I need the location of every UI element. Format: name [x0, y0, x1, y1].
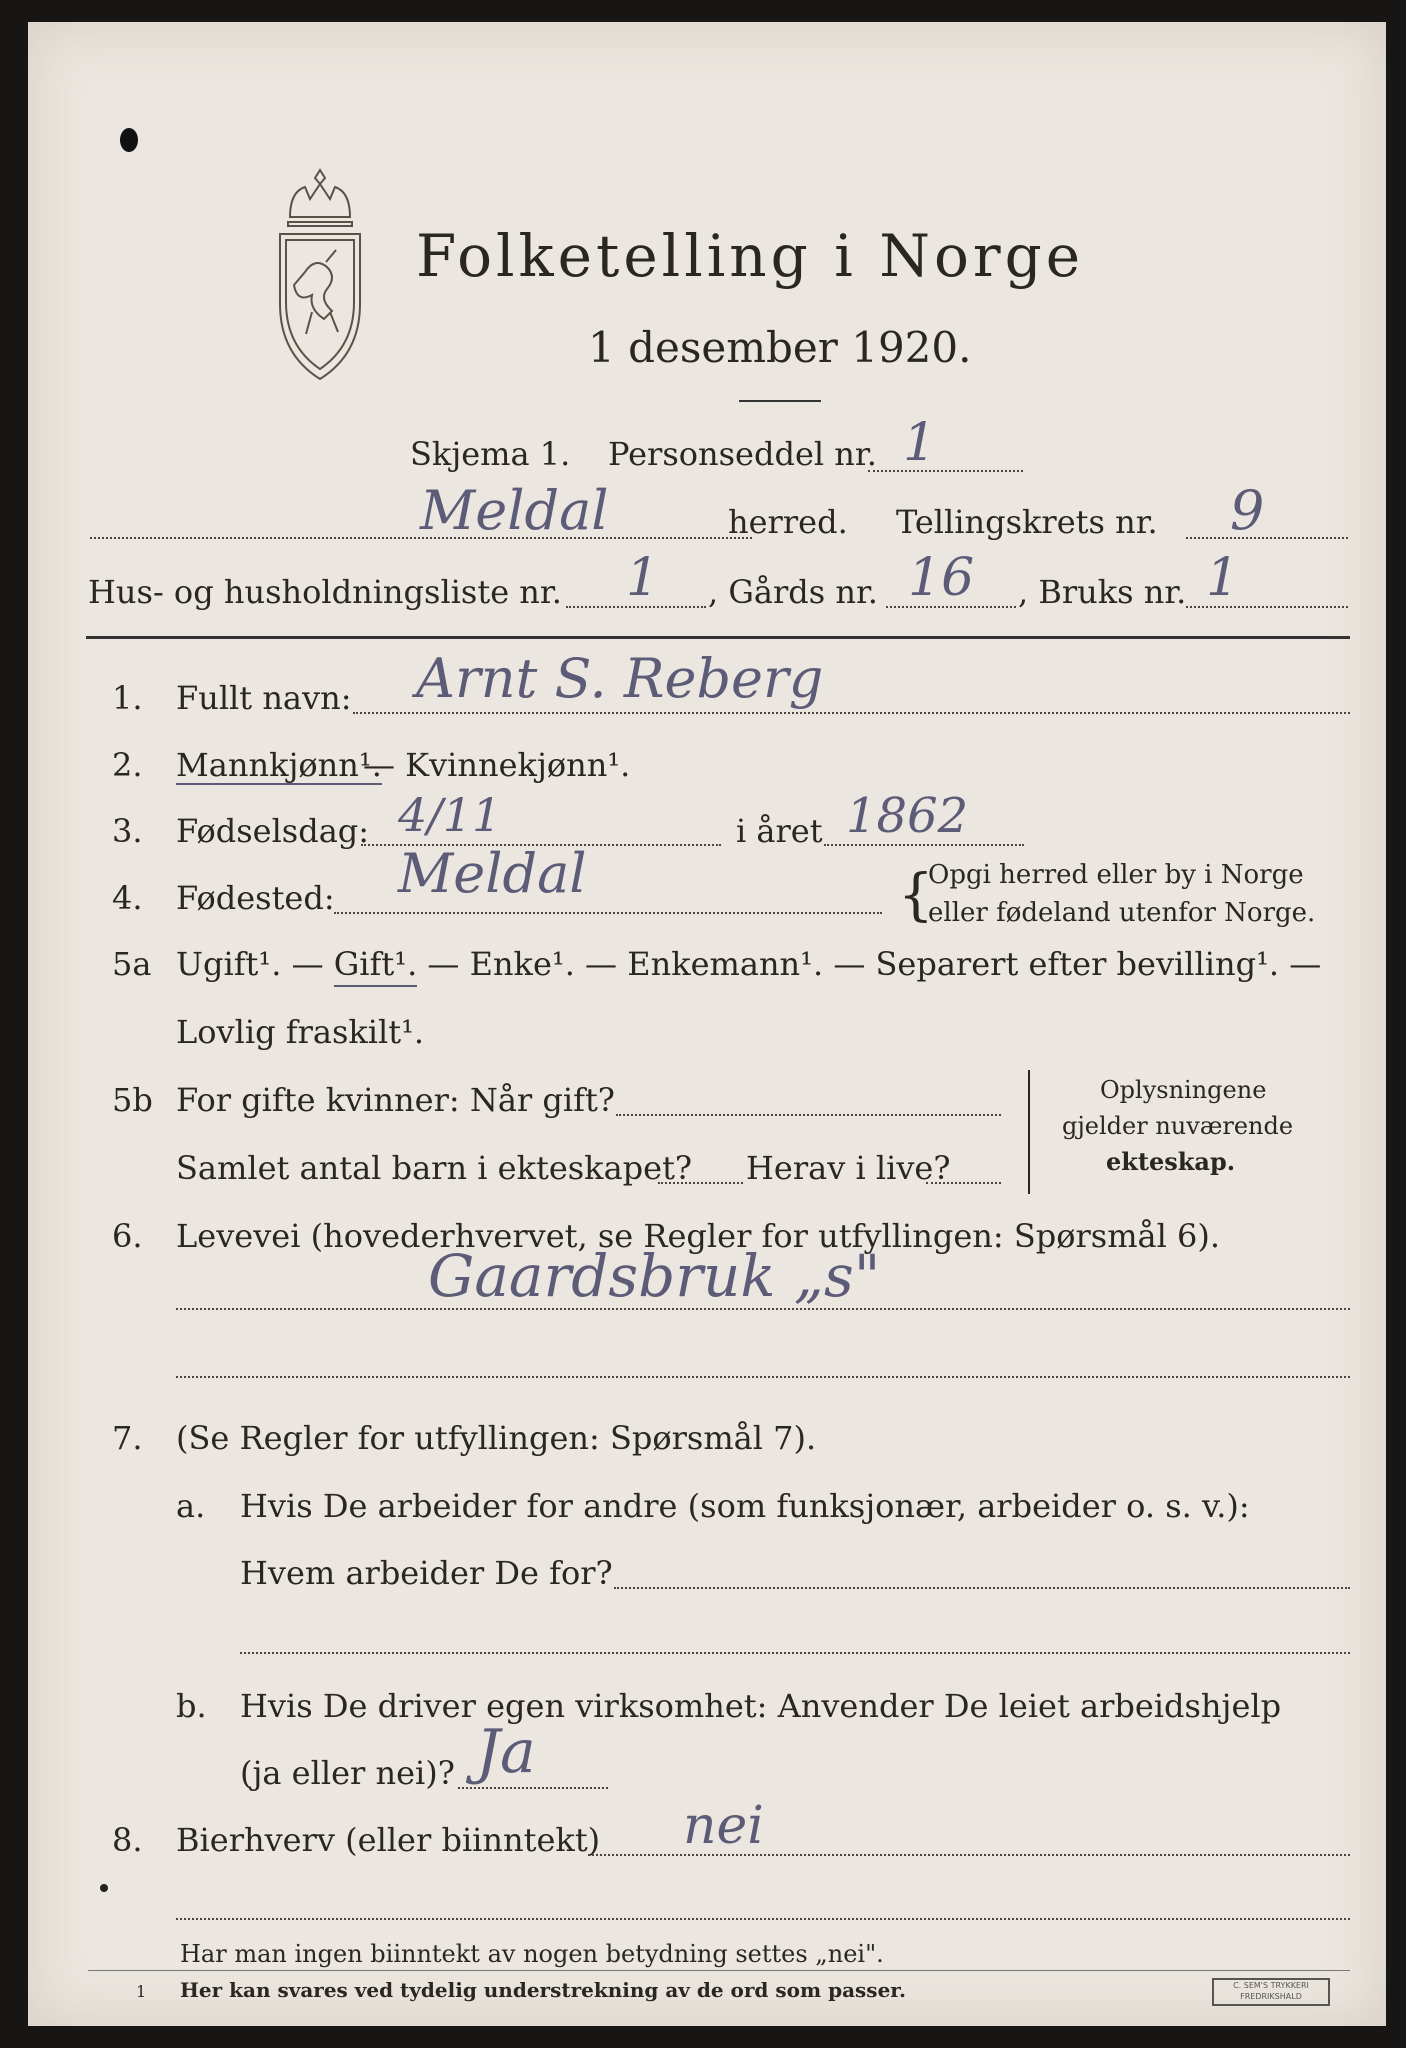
herred-label: herred. [728, 503, 848, 541]
census-form-page [28, 22, 1386, 2026]
q5a-line2[interactable]: Lovlig fraskilt¹. [176, 1013, 425, 1051]
footnote-divider [88, 1970, 1350, 1971]
children-count-field[interactable] [658, 1182, 743, 1184]
q4-note-line1: Opgi herred eller by i Norge [928, 860, 1304, 890]
full-name-field[interactable] [353, 712, 1350, 714]
ink-blot [120, 128, 138, 152]
q7a-label: Hvis De arbeider for andre (som funksjonær, arbeider o. s. v.): [240, 1487, 1250, 1525]
q4-label: Fødested: [176, 879, 335, 917]
q5b-label-married: For gifte kvinner: Når gift? [176, 1081, 615, 1119]
q7a-number: a. [176, 1487, 206, 1525]
hired-help-field[interactable] [458, 1787, 608, 1789]
bruks-label: , Bruks nr. [1018, 573, 1187, 611]
q5b-label-children: Samlet antal barn i ekteskapet? [176, 1149, 693, 1187]
q3-number: 3. [112, 812, 143, 850]
q2-male-option[interactable]: Mannkjønn¹. [176, 746, 382, 784]
norwegian-coat-of-arms-icon [260, 162, 380, 387]
skjema-label: Skjema 1. [410, 435, 571, 473]
q7-number: 7. [112, 1419, 143, 1457]
q3-label: Fødselsdag: [176, 812, 370, 850]
gards-label: , Gårds nr. [708, 573, 878, 611]
q5b-number: 5b [112, 1081, 153, 1119]
form-title: Folketelling i Norge [416, 222, 1085, 290]
side-income-field-2[interactable] [176, 1918, 1350, 1920]
husholdning-label: Hus- og husholdningsliste nr. [88, 573, 562, 611]
birthplace-field[interactable] [334, 912, 882, 914]
census-date: 1 desember 1920. [588, 323, 972, 372]
q5b-bracket [1028, 1070, 1030, 1194]
herred-value: Meldal [420, 479, 609, 542]
footnote-text: Her kan svares ved tydelig understrekning av de ord som passer. [180, 1978, 906, 2002]
q5b-note-line2: gjelder nuværende [1062, 1112, 1294, 1140]
q1-label: Fullt navn: [176, 679, 352, 717]
birthyear-field[interactable] [824, 844, 1024, 846]
tellingskrets-label: Tellingskrets nr. [896, 503, 1158, 541]
q5a-gift-option[interactable]: Gift¹. [334, 945, 418, 987]
q5b-note-line1: Oplysningene [1100, 1076, 1267, 1104]
header-divider [86, 636, 1350, 639]
q2-number: 2. [112, 746, 143, 784]
bruks-value: 1 [1206, 548, 1240, 608]
q5b-note-line3: ekteskap. [1106, 1147, 1236, 1176]
q5a-options [176, 945, 1322, 983]
q5a-number: 5a [112, 945, 152, 983]
husholdning-value: 1 [626, 548, 660, 608]
title-divider [739, 400, 821, 402]
children-alive-field[interactable] [926, 1182, 1001, 1184]
q7b-label: Hvis De driver egen virksomhet: Anvender De leiet arbeidshjelp [240, 1687, 1282, 1725]
occupation-field-2[interactable] [176, 1376, 1350, 1378]
q4-note-line2: eller fødeland utenfor Norge. [928, 898, 1316, 928]
printer-stamp: C. SEM'S TRYKKERI FREDRIKSHALD [1212, 1978, 1330, 2006]
ink-speck [100, 1884, 108, 1892]
birthdate-value: 4/11 [398, 788, 502, 842]
q7b-number: b. [176, 1687, 207, 1725]
footer-note: Har man ingen biinntekt av nogen betydning settes „nei". [180, 1940, 884, 1968]
q7b-label2: (ja eller nei)? [240, 1754, 455, 1792]
tellingskrets-value: 9 [1230, 479, 1265, 542]
q1-number: 1. [112, 679, 143, 717]
q8-number: 8. [112, 1821, 143, 1859]
hired-help-value: Ja [476, 1717, 536, 1787]
tellingskrets-field[interactable] [1186, 537, 1348, 539]
personseddel-label: Personseddel nr. [608, 435, 877, 473]
personseddel-value: 1 [903, 413, 937, 473]
gards-value: 16 [908, 548, 975, 608]
q4-brace: { [898, 863, 934, 928]
q6-number: 6. [112, 1217, 143, 1255]
birthyear-value: 1862 [846, 788, 969, 844]
q7a-label2: Hvem arbeider De for? [240, 1554, 613, 1592]
employer-field-2[interactable] [240, 1652, 1350, 1654]
personseddel-field[interactable] [868, 470, 1023, 472]
employer-field-1[interactable] [614, 1587, 1350, 1589]
q6-label: Levevei (hovederhvervet, se Regler for utfyllingen: Spørsmål 6). [176, 1217, 1221, 1255]
married-date-field[interactable] [616, 1114, 1001, 1116]
q2-female-option[interactable]: — Kvinnekjønn¹. [363, 746, 631, 784]
occupation-value: Gaardsbruk „s" [428, 1242, 881, 1310]
full-name-value: Arnt S. Reberg [416, 647, 824, 710]
q5a-other-options[interactable]: — Enke¹. — Enkemann¹. — Separert efter bevilling¹. — [417, 945, 1322, 983]
q4-number: 4. [112, 879, 143, 917]
q5b-label-alive: Herav i live? [746, 1149, 951, 1187]
birthplace-value: Meldal [398, 842, 587, 905]
side-income-value: nei [683, 1796, 764, 1856]
q3-year-label: i året [736, 812, 823, 850]
footnote-number: 1 [136, 1982, 147, 2001]
q8-label: Bierhverv (eller biinntekt) [176, 1821, 601, 1859]
q5a-ugift-option[interactable]: Ugift¹. — [176, 945, 334, 983]
q7-label: (Se Regler for utfyllingen: Spørsmål 7). [176, 1419, 817, 1457]
